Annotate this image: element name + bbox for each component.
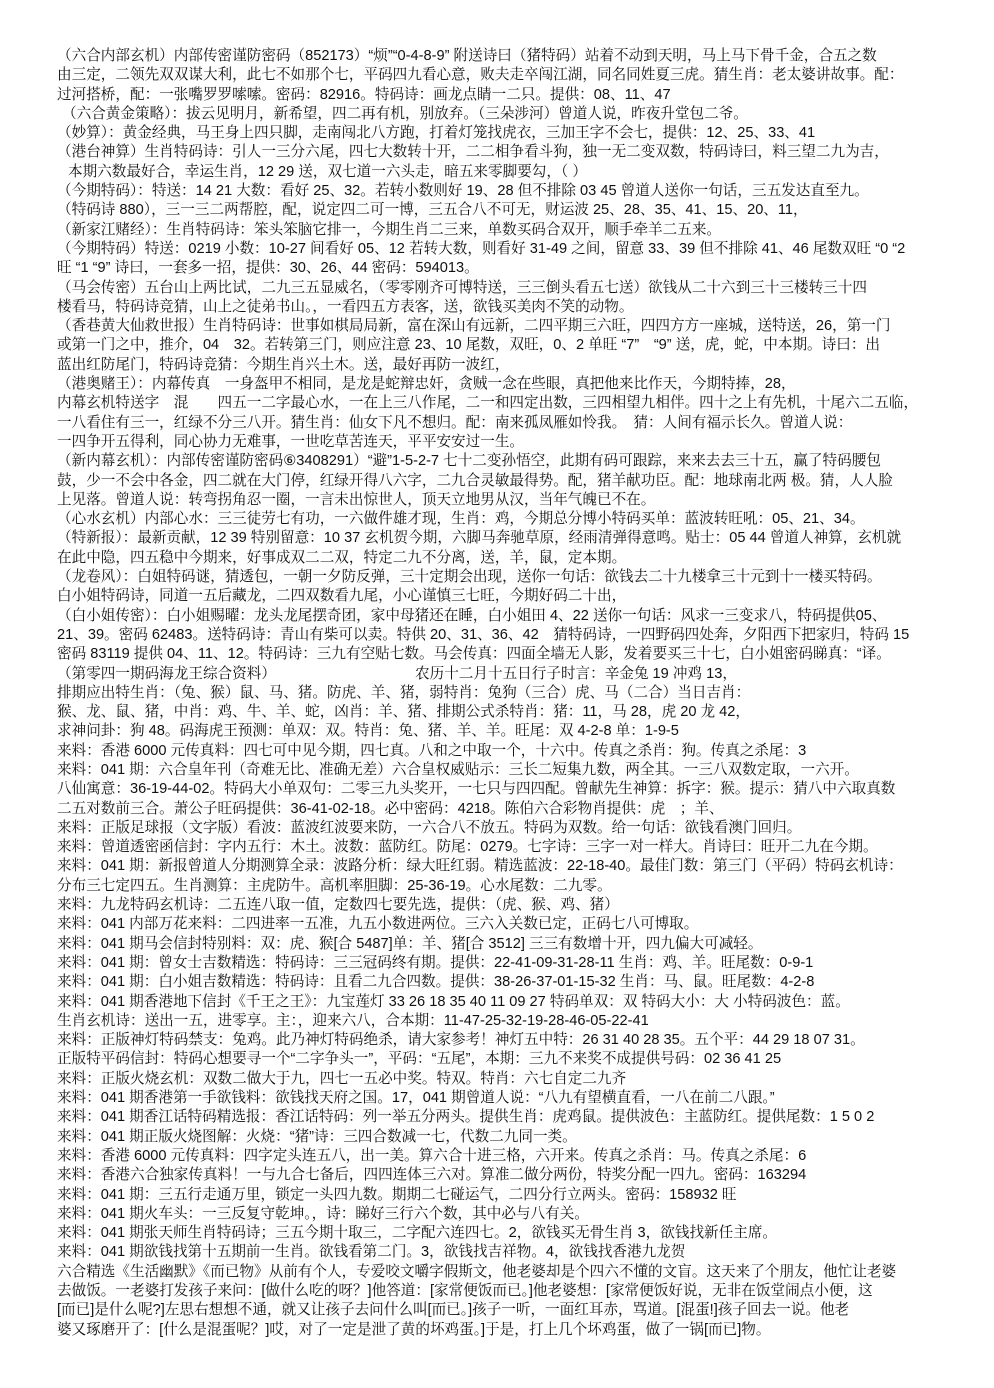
text-line: 生肖玄机诗：送出一五，进零享。主：，迎来六八，合本期：11-47-25-32-19-28-46-05-22-41 <box>57 1012 649 1029</box>
source-item: 来料：正版足球报（文字版）看波：蓝波红波要来防，一六合八不放五。特码为双数。给一句话：欲钱看澳门回归。 <box>57 819 802 836</box>
section-gangtai-shensuan: （港台神算）生肖特码诗：引人一三分六尾，四七大数转十开，二二相争看斗狗，独一无二变双数，特码诗曰，料三望二九为吉， <box>57 144 889 161</box>
section-jinqi-tema-2: （今期特码）特送：0219 小数：10-27 间看好 05、12 若转大数，则看好 31-49 之间，留意 33、39 但不排除 41、46 尾数双旺 “0 “2 <box>57 240 906 257</box>
source-item: 来料：香港 6000 元传真料：四七可中见今期，四七真。八和之中取一个，十六中。传真之杀肖：狗。传真之杀尾：3 <box>57 742 807 759</box>
source-item: 来料：041 期马会信封特别料：双：虎、猴[合 5487]单：羊、猪[合 3512] 三三有数增十开，四九偏大可减轻。 <box>57 935 763 952</box>
source-item: 来料：香港 6000 元传真料：四字定头连五八，出一美。算六合十进三格，六开来。传真之杀肖：马。传真之杀尾：6 <box>57 1147 807 1164</box>
text-line: 密码 83119 提供 04、11、12。特码诗：三九有空贴七数。马会传真：四面全墙无人影，发着要买三十七，白小姐密码睇真：“译。 <box>57 646 891 663</box>
text-line: 八仙寓意：36-19-44-02。特码大小单双句：二零三九头奖开，一七只与四四配。曾献先生神算：拆字：猴。提示：猜八中六取真数 <box>57 781 896 798</box>
section-huang-daxian: （香巷黄大仙救世报）生肖特码诗：世事如棋局局新，富在深山有远新，二四平期三六旺，四四方方一座城，送特送，26，第一门 <box>57 318 891 335</box>
issue-header-title: （第零四一期码海龙王综合资料） <box>57 665 276 682</box>
source-item: 来料：041 期：曾女士吉数精选：特码诗：三三冠码终有期。提供：22-41-09-31-28-11 生肖：鸡、羊。旺尾数：0-9-1 <box>57 954 814 971</box>
source-item: 来料：041 期欲钱找第十五期前一生肖。欲钱看第二门。3，欲钱找吉祥物。4，欲钱找香港九龙贺 <box>57 1244 686 1261</box>
text-line: 求神问卦：狗 48。码海虎王预测：单双：双。特肖：兔、猪、羊、羊。旺尾：双 4-2-8 单：1-9-5 <box>57 723 679 740</box>
text-line: 旺 “1 “9” 诗曰，一套多一招，提供：30、26、44 密码：594013。 <box>57 260 479 277</box>
text-line: 本期六数最好合，幸运生肖，12 29 送，双七道一六头走，暗五来零脚要勾，（ ） <box>68 163 587 180</box>
section-liuhe-neibu-xuanji: （六合内部玄机）内部传密谨防密码（852173）“烦”“0-4-8-9” 附送诗曰（猪特码）站着不动到天明，马上马下骨千金，合五之数 <box>57 48 877 64</box>
issue-header-line <box>57 665 972 684</box>
section-texin-bao: （特新报）：最新贡献，12 39 特别留意：10 37 玄机贺今期，六脚马奔驰草原，经雨清弹得意鸣。贴士：05 44 曾道人神算，玄机就 <box>57 530 902 547</box>
section-longjuanfeng: （龙卷风）：白姐特码谜，猜透包，一朝一夕防反弹，三十定期会出现，送你一句话：欲钱去二十九楼拿三十元到十一楼买特码。 <box>57 569 882 586</box>
source-item: 来料：041 期：三五行走通万里，锁定一头四九数。期期二七碰运气，二四分行立两头。密码：158932 旺 <box>57 1186 737 1203</box>
source-item: 来料：041 期香港地下信封《千王之王》：九宝莲灯 33 26 18 35 40 11 09 27 特码单双：双 特码大小：大 小特码波色：蓝。 <box>57 993 850 1010</box>
source-item: 来料：041 期正版火烧图解：火烧：“猪”诗：三四合数减一七，代数二九同一类。 <box>57 1128 577 1145</box>
text-line: 一四争开五得利，同心协力无难事，一世吃草苦连天，平平安安过一生。 <box>57 433 525 450</box>
section-mahui-chuanmi: （马会传密）五台山上两比试，二九三五显威名，（零零刚齐可博特送，三三倒头看五七送）欲钱从二十六到三十三楼转三十四 <box>57 279 867 296</box>
section-gangao-duwang: （港奥赌王）：内幕传真 一身盔甲不相同，是龙是蛇辩忠奸，贪贼一念在些眼，真把他来比作天，今期特捧，28， <box>57 376 796 393</box>
text-line: 一八看住有三一，红绿不分三八开。猜生肖：仙女下凡不想归。配：南来孤凤雁如怜我。 猜：人间有福示长久。曾道人说： <box>57 414 853 431</box>
source-item: 来料：九龙特码玄机诗：二五连八取一值，定数四七要先选，提供：（虎、猴、鸡、猪） <box>57 897 619 914</box>
text-line: 蓝出红防尾门，特码诗竞猜：今期生肖兴土木。送，最好再防一波红， <box>57 356 510 373</box>
lunar-date-text: 农历十二月十五日行子时言：辛金兔 19 冲鸡 13， <box>415 665 737 682</box>
section-xinjiajiang-dujing: （新家江赌经）：生肖特码诗：笨头笨脑它排一，今期生肖二三来，单数买码合双开，顺手牵羊二五来。 <box>57 221 722 238</box>
source-item: 来料：041 期香港第一手欲钱料：欲钱找天府之国。17，041 期曾道人说：“八九有望横直看，一八在前二八跟。” <box>57 1090 775 1107</box>
humor-story-line: 去做饭。一老婆打发孩子来问：[做什么吃的呀？]他答道：[家常便饭而已。]他老婆想：[家常便饭好说，无非在饭堂闹点小便，这 <box>57 1283 873 1299</box>
section-xinshui-xuanji: （心水玄机）内部心水：三三徒劳七有功，一六做件雄才现，生肖：鸡，今期总分博小特码买单：蓝波转旺吼：05、21、34。 <box>57 511 865 528</box>
text-line: 过河搭桥，配：一张嘴罗罗嗦嗦。密码：82916。特码诗：画龙点睛一二只。提供：08、11、47 <box>57 86 671 103</box>
source-item: 来料：正版神灯特码禁支：兔鸡。此乃神灯特码绝杀，请大家参考！神灯五中特：26 31 40 28 35。五个平：44 29 18 07 31。 <box>57 1032 865 1049</box>
text-line: 或第一门之中，推介，04 32。若转第三门，则应注意 23、10 尾数，双旺，0、2 单旺 “7” “9” 送，虎，蛇，中本期。诗曰：出 <box>57 337 881 354</box>
section-xin-neimu-xuanji: （新内幕玄机）：内部传密谨防密码⑥3408291）“避”1-5-2-7 七十二变孙悟空，此期有码可跟踪，来来去去三十五，赢了特码腰包 <box>57 453 881 470</box>
source-item: 来料：041 内部万花来料：二四进率一五准，九五小数进两位。三六入关数已定，正码七八可博取。 <box>57 916 699 933</box>
source-item: 来料：041 期香江话特码精选报：香江话特码：列一举五分两头。提供生肖：虎鸡鼠。提供波色：主蓝防红。提供尾数：1 5 0 2 <box>57 1109 875 1126</box>
section-jinqi-tema: （今期特码）：特送：14 21 大数：看好 25、32。若转小数则好 19、28 但不排除 03 45 曾道人送你一句话，三五发达直至九。 <box>57 183 869 200</box>
text-line: 楼看马，特码诗竞猜，山上之徒弟书山。，一看四五方表客，送，欲钱买美肉不笑的动物。 <box>57 298 634 315</box>
text-line: 上见落。曾道人说：转弯拐角忍一圈，一言未出惊世人，顶天立地男从汉，当年气魄已不在。 <box>57 491 656 508</box>
section-miaosuan: （妙算）：黄金经典，马王身上四只脚，走南闯北八方跑，打着灯笼找虎衣，三加王字不会七，提供：12、25、33、41 <box>57 125 816 142</box>
section-huangjin-celue: （六合黄金策略）：拔云见明月，新希望，四二再有机，别放弃。（三朵涉河）曾道人说，昨夜升堂包二爷。 <box>62 105 748 122</box>
section-baixiaojie-chuanmi: （白小姐传密）：白小姐赐曜：龙头龙尾摆奇团，家中母猪还在睡，白小姐田 4、22 送你一句话：风求一三变求八，特码提供05、 <box>57 607 887 624</box>
source-item: 来料：曾道透密函信封：字内五行：木土。波数：蓝防红。防尾：0279。七字诗：三字一对一样大。肖诗曰：旺开二九在今期。 <box>57 839 878 856</box>
source-item: 来料：041 期：新报曾道人分期测算全录：波路分析：绿大旺红弱。精选蓝波：22-18-40。最佳门数：第三门（平码）特码玄机诗： <box>57 858 903 875</box>
text-line: 正版特平码信封：特码心想要寻一个“二字争头一”，平码：“五尾”，本期：三九不来奖不成提供号码：02 36 41 25 <box>57 1051 782 1068</box>
source-item: 来料：041 期：白小姐吉数精选：特码诗：且看二九合四数。提供：38-26-37-01-15-32 生肖：马、鼠。旺尾数：4-2-8 <box>57 974 815 991</box>
source-item: 来料：041 期张天师生肖特码诗；三五今期十取三，二字配六连四七。2，欲钱买无骨生肖 3，欲钱找新任主席。 <box>57 1225 778 1242</box>
source-item: 来料：香港六合独家传真料！一与九合七备后，四四连体三六对。算准二做分两份，特奖分配一四九。密码：163294 <box>57 1167 807 1184</box>
source-item: 来料：041 期：六合皇年刊（奇难无比、准确无差）六合皇权威贴示：三长二短集九数，两全其。一三八双数定取，一六开。 <box>57 761 859 778</box>
source-item: 来料：041 期火车头：一三反复守乾坤。，诗：睇好三行六个数，其中必与八有关。 <box>57 1205 589 1222</box>
text-line: 白小姐特码诗，同道一五后藏龙，二四双数看九尾，小心谨慎三七旺，今期好码二十出， <box>57 588 627 605</box>
text-line: 二五对数前三合。萧公子旺码提供：36-41-02-18。必中密码：4218。陈伯六合彩物肖提供：虎 ；羊、 <box>57 800 724 817</box>
text-line: 内幕玄机特送字 混 四五一二字最心水，一在上三八作尾，二一和四定出数，三四相望九相伴。四十之上有先机，十尾六二五临， <box>57 395 919 412</box>
text-line: 排期应出特生肖：（兔、猴）鼠、马、猪。防虎、羊、猪，弱特肖：兔狗（三合）虎、马（二合）当日吉肖： <box>57 684 751 701</box>
text-line: 猴、龙、鼠、猪，中肖：鸡、牛、羊、蛇，凶肖：羊、猪、排期公式杀特肖：猪：11，马 28，虎 20 龙 42， <box>57 704 751 721</box>
humor-story-line: 六合精选《生活幽默》《而已物》从前有个人，专爱咬文嚼字假斯文，他老婆却是个四六不懂的文盲。这天来了个朋友，他忙让老婆 <box>57 1263 897 1280</box>
text-line: 鼓，少一不会中各金，四二就在大门停，红绿开得八六字，二九合灵敏最得势。配，猪羊献功臣。配：地球南北两 极。猜，人人脸 <box>57 472 893 489</box>
source-item: 来料：正版火烧玄机：双数二做大于九，四七一五必中奖。特双。特肖：六七自定二九齐 <box>57 1070 627 1087</box>
humor-story-line: [而已]是什么呢?]左思右想想不通，就又让孩子去问什么叫[而已。]孩子一听，一面红耳赤，骂道。[混蛋!]孩子回去一说。他老 <box>57 1302 850 1319</box>
text-line: 由三定，二领先双双谋大利，此七不如那个七，平码四九看心意，败夫走卒闯江湖，同名同姓夏三虎。猜生肖：老太婆讲故事。配： <box>57 67 904 84</box>
section-tema-shi: （特码诗 880），三一三二两帮腔，配，说定四二可一博，三五合八不可无，财运波 25、28、35、41、15、20、11， <box>57 202 808 219</box>
text-line: 分布三七定四五。生肖测算：主虎防牛。高机率胆脚：25-36-19。心水尾数：二九零。 <box>57 877 612 894</box>
text-line: 在此中隐，四五稳中今期来，好事成双二二双，特定二九不分离，送，羊，鼠，定本期。 <box>57 549 627 566</box>
text-line: 21、39。密码 62483。送特码诗：青山有柴可以卖。特供 20、31、36、42 猜特码诗，一四野码四处奔，夕阳西下把家归，特码 15 <box>57 626 910 643</box>
document-page <box>57 47 972 1340</box>
humor-story-line: 婆又琢磨开了：[什么是混蛋呢？]哎，对了一定是泄了黄的坏鸡蛋。]于是，打上几个坏鸡蛋，做了一锅[而已]物。 <box>57 1321 771 1338</box>
